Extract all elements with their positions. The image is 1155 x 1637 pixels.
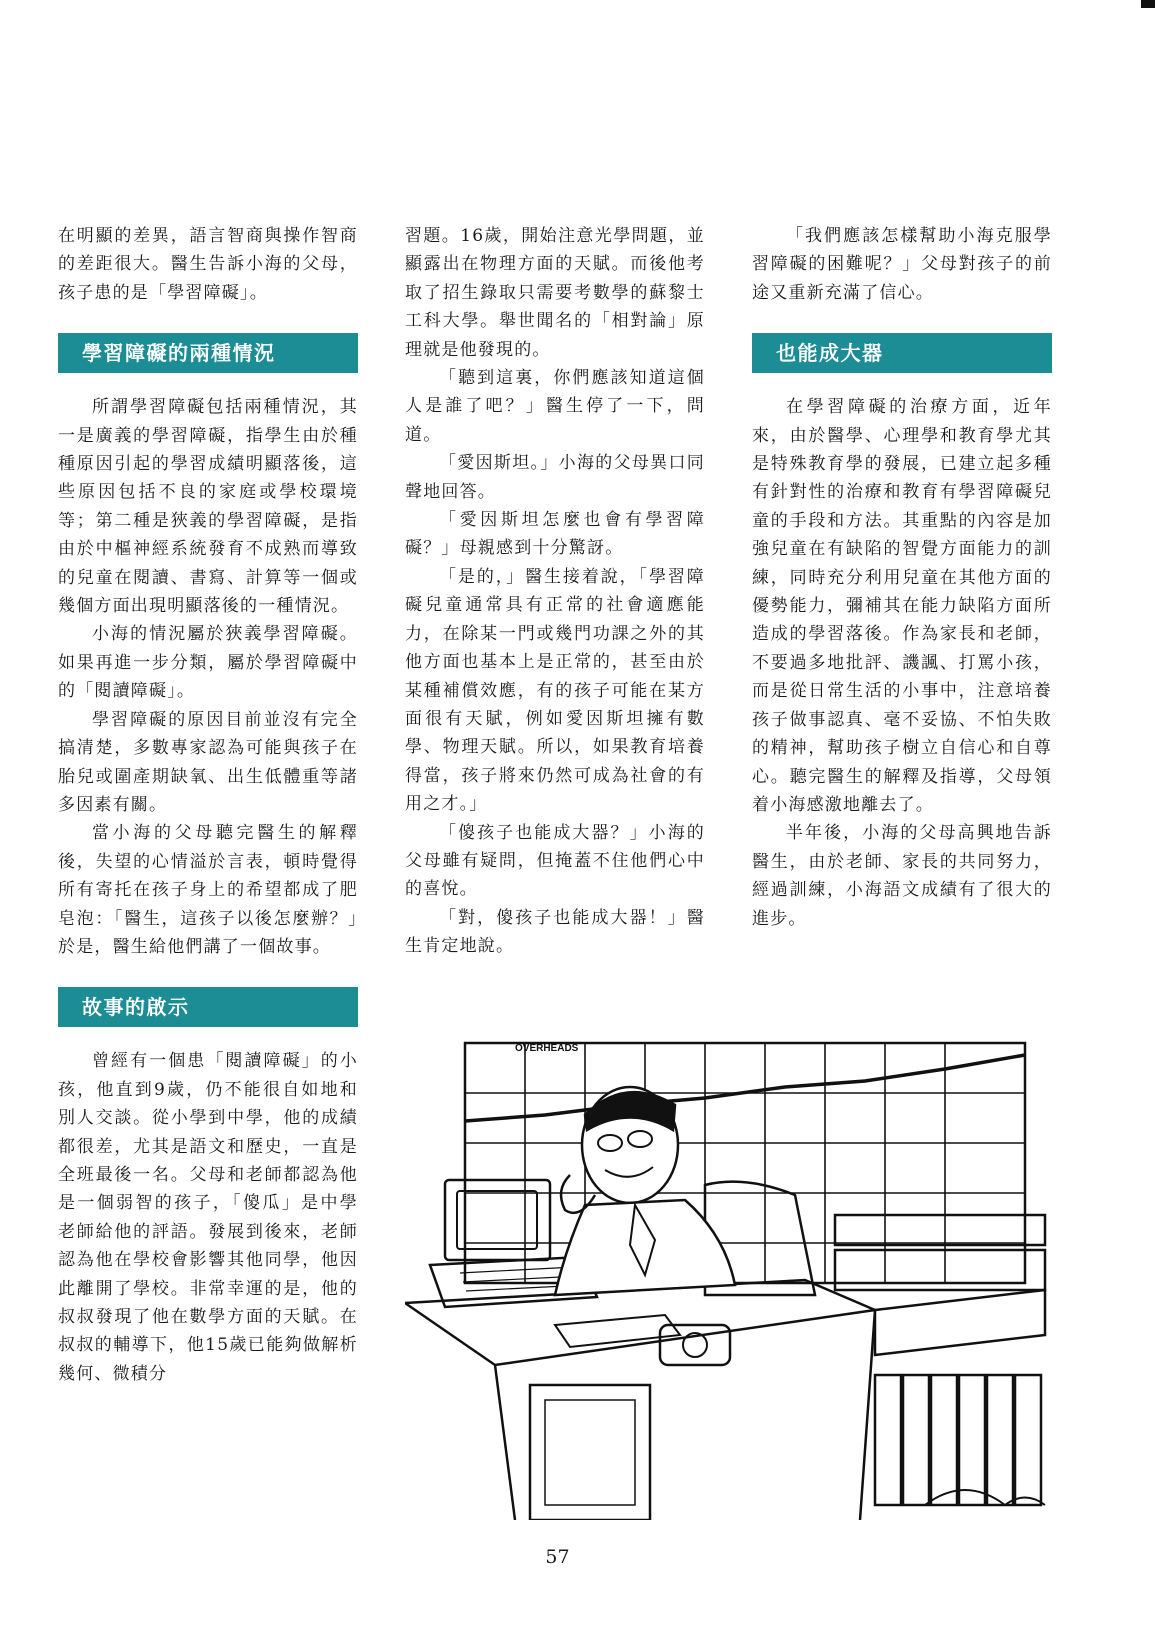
chart-label: OVERHEADS (515, 1043, 579, 1054)
column-right (752, 222, 1052, 933)
desk-telephone (660, 1325, 730, 1365)
side-shelf (875, 1290, 1045, 1355)
paragraph: 「聽到這裏，你們應該知道這個人是誰了吧？」醫生停了一下，問道。 (405, 368, 705, 445)
section-heading-great-things: 也能成大器 (752, 333, 1052, 373)
paragraph: 「我們應該怎樣幫助小海克服學習障礙的困難呢？」父母對孩子的前途又重新充滿了信心。 (752, 226, 1052, 303)
paragraph: 學習障礙的原因目前並沒有完全搞清楚，多數專家認為可能與孩子在胎兒或圍產期缺氧、出生低體重等諸多因素有關。 (58, 709, 358, 815)
page-number: 57 (545, 1546, 570, 1568)
paragraph: 「愛因斯坦怎麼也會有學習障礙？」母親感到十分驚訝。 (405, 510, 705, 559)
paragraph: 「是的，」醫生接着說，「學習障礙兒童通常具有正常的社會適應能力，在除某一門或幾門功課之外的其他方面也基本上是正常的，甚至由於某種補償效應，有的孩子可能在某方面很有天賦，例如愛因斯坦擁有數學、物理天賦。所以，如果教育培養得當，孩子將來仍然可成為社會的有用之才。」 (405, 566, 705, 815)
desk-edge (860, 1310, 875, 1520)
paragraph: 「愛因斯坦。」小海的父母異口同聲地回答。 (405, 453, 705, 502)
paragraph: 當小海的父母聽完醫生的解釋後，失望的心情溢於言表，頓時覺得所有寄托在孩子身上的希望都成了肥皂泡：「醫生，這孩子以後怎麼辦？」於是，醫生給他們講了一個故事。 (58, 823, 358, 957)
desk-top (405, 1280, 875, 1365)
book-row (875, 1375, 1041, 1505)
doctor-body (555, 1200, 735, 1295)
paragraph: 習題。16歲，開始注意光學問題，並顯露出在物理方面的天賦。而後他考取了招生錄取只需要考數學的蘇黎士工科大學。舉世聞名的「相對論」原理就是他發現的。 (405, 226, 705, 360)
desk-edge (495, 1365, 515, 1520)
corner-mark (1141, 0, 1155, 8)
paragraph: 在學習障礙的治療方面，近年來，由於醫學、心理學和教育學尤其是特殊教育學的發展，已建立起多種有針對性的治療和教育有學習障礙兒童的手段和方法。其重點的內容是加強兒童在有缺陷的智覺方面能力的訓練，同時充分利用兒童在其他方面的優勢能力，彌補其在能力缺陷方面所造成的學習落後。作為家長和老師，不要過多地批評、譏諷、打罵小孩，而是從日常生活的小事中，注意培養孩子做事認真、毫不妥協、不怕失敗的精神，幫助孩子樹立自信心和自尊心。聽完醫生的解釋及指導，父母領着小海感激地離去了。 (752, 397, 1052, 815)
paragraph: 在明顯的差異，語言智商與操作智商的差距很大。醫生告訴小海的父母，孩子患的是「學習障礙」。 (58, 226, 358, 303)
paragraph: 小海的情況屬於狹義學習障礙。如果再進一步分類，屬於學習障礙中的「閱讀障礙」。 (58, 624, 358, 702)
doctor-office-illustration (405, 1035, 1051, 1520)
section-heading-two-situations: 學習障礙的兩種情況 (58, 333, 358, 373)
paragraph: 半年後，小海的父母高興地告訴醫生，由於老師、家長的共同努力，經過訓練，小海語文成績有了很大的進步。 (752, 823, 1052, 929)
paragraph: 「對，傻孩子也能成大器！」醫生肯定地說。 (405, 907, 705, 957)
paragraph: 所謂學習障礙包括兩種情況，其一是廣義的學習障礙，指學生由於種種原因引起的學習成績明顯落後，這些原因包括不良的家庭或學校環境等；第二種是狹義的學習障礙，是指由於中樞神經系統發育不成熟而導致的兒童在閱讀、書寫、計算等一個或幾個方面出現明顯落後的一種情況。 (58, 397, 358, 617)
desk-drawer-panel (545, 1400, 635, 1505)
shelf-device (835, 1215, 1045, 1245)
desk-drawer (530, 1385, 650, 1520)
section-heading-story-lesson: 故事的啟示 (58, 987, 358, 1027)
column-left (58, 222, 358, 1388)
column-middle (405, 222, 705, 961)
paragraph: 「傻孩子也能成大器？」小海的父母雖有疑問，但掩蓋不住他們心中的喜悅。 (405, 822, 705, 900)
chart-trend-line (465, 1055, 1025, 1121)
paragraph: 曾經有一個患「閱讀障礙」的小孩，他直到9歲，仍不能很自如地和別人交談。從小學到中學，他的成績都很差，尤其是語文和歷史，一直是全班最後一名。父母和老師都認為他是一個弱智的孩子，「傻瓜」是中學老師給他的評語。發展到後來，老師認為他在學校會影響其他同學，他因此離開了學校。非常幸運的是，他的叔叔發現了他在數學方面的天賦。在叔叔的輔導下，他15歲已能夠做解析幾何、微積分 (58, 1051, 358, 1384)
